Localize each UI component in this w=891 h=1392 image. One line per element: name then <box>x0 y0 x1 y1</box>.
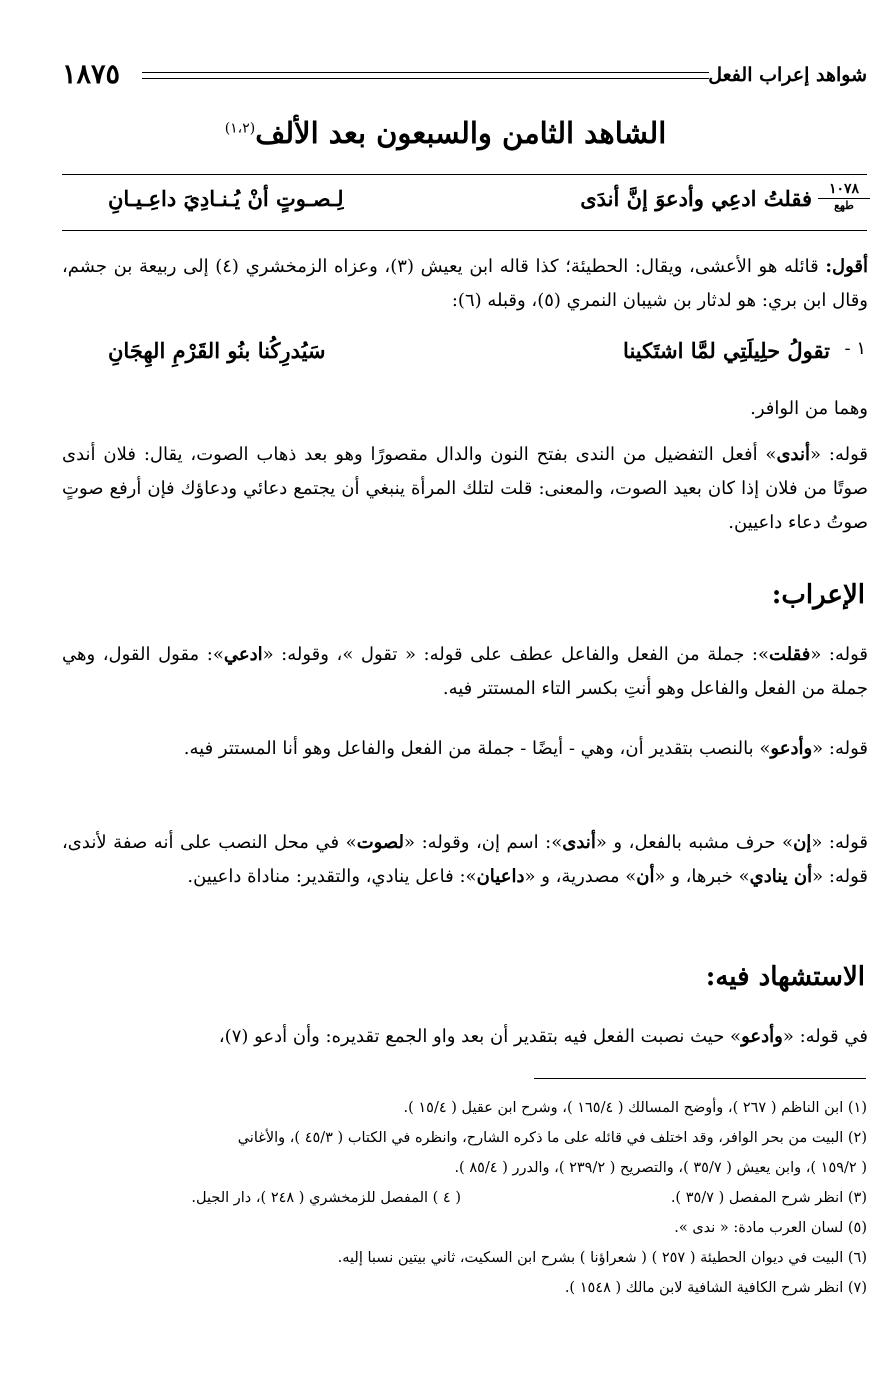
text-run: » بالنصب بتقدير أن، وهي - أيضًا - جملة من الفعل والفاعل وهو أنا المستتر فيه. <box>183 738 771 759</box>
footnote-4: ( ٤ ) المفصل للزمخشري ( ٢٤٨ )، دار الجيل. <box>191 1190 461 1206</box>
keyword: وأدعو <box>770 738 813 759</box>
text-run: » حرف مشبه بالفعل، و « <box>595 832 794 853</box>
verse-hemistich-2: لِـصـوتٍ أنْ يُـنـادِيَ داعِـيـانِ <box>108 186 344 211</box>
text-run: في قوله: « <box>782 1026 868 1047</box>
explanation-paragraph <box>62 438 868 540</box>
intro-lead: أقول: <box>825 256 868 277</box>
keyword: وأدعو <box>741 1026 783 1047</box>
text-run: قوله: « <box>810 444 868 465</box>
text-run: »: مقول القول، وهي جملة من الفعل والفاعل وهو أنتِ بكسر التاء المستتر فيه. <box>62 644 868 699</box>
verse-number <box>818 180 870 213</box>
text-run: » خبرها، و « <box>654 866 750 887</box>
preceding-verse-number: ١ - <box>844 338 866 359</box>
title-footnote-ref: (١،٢) <box>224 120 256 137</box>
main-verse <box>108 180 870 226</box>
meter-note: وهما من الوافر. <box>750 398 868 419</box>
footnote-rule <box>534 1078 866 1079</box>
text-run: » مصدرية، و « <box>524 866 637 887</box>
keyword: أندى <box>562 832 596 853</box>
text-run: قوله: « <box>810 644 868 665</box>
irab-paragraph-3 <box>62 826 868 894</box>
header-rule <box>142 72 709 79</box>
keyword: ادعي <box>223 644 263 665</box>
text-run: » في محل النصب على أنه صفة لأندى، قوله: « <box>62 832 868 887</box>
irab-heading: الإعراب: <box>771 580 865 610</box>
keyword: داعيان <box>476 866 525 887</box>
preceding-verse <box>108 334 866 374</box>
verse-number-value: ١٠٧٨ <box>828 181 860 197</box>
keyword: لصوت <box>356 832 405 853</box>
text-run: »: جملة من الفعل والفاعل عطف على قوله: « تقول »، وقوله: « <box>262 644 769 665</box>
witness-title <box>0 116 891 150</box>
keyword: أندى <box>776 444 811 465</box>
footnote-7: (٧) انظر شرح الكافية الشافية لابن مالك ( ١٥٤٨ ). <box>564 1280 867 1296</box>
footnote-2-cont: ( ١٥٩/٢ )، وابن يعيش ( ٣٥/٧ )، والتصريح ( ٢٣٩/٢ )، والدرر ( ٨٥/٤ ). <box>454 1160 867 1176</box>
irab-paragraph-1 <box>62 638 868 706</box>
running-title: شواهد إعراب الفعل <box>708 64 867 86</box>
keyword: فقلت <box>768 644 811 665</box>
verse-rule-top <box>62 174 867 175</box>
footnote-1: (١) ابن الناظم ( ٢٦٧ )، وأوضح المسالك ( ١٦٥/٤ )، وشرح ابن عقيل ( ١٥/٤ ). <box>403 1100 867 1116</box>
irab-paragraph-2 <box>62 732 868 766</box>
preceding-verse-hemistich-2: سَيُدرِكُنا بنُو القَرْمِ الهِجَانِ <box>108 338 326 363</box>
keyword: إن <box>793 832 812 853</box>
keyword: أن ينادي <box>749 866 813 887</box>
text-run: »: اسم إن، وقوله: « <box>404 832 563 853</box>
witness-title-text: الشاهد الثامن والسبعون بعد الألف <box>255 116 667 150</box>
intro-paragraph <box>62 250 868 318</box>
istishhad-heading: الاستشهاد فيه: <box>705 962 865 992</box>
verse-hemistich-1: فقلتُ ادعِي وأدعوَ إنَّ أندَى <box>580 186 812 211</box>
verse-rule-bottom <box>62 230 867 231</box>
running-head <box>62 58 867 92</box>
intro-text: قائله هو الأعشى، ويقال: الحطيئة؛ كذا قاله ابن يعيش (٣)، وعزاه الزمخشري (٤) إلى ربيعة بن جشم، وقال ابن بري: هو لدثار بن شيبان النمري (٥)، وقبله (٦): <box>62 256 868 311</box>
text-run: قوله: « <box>811 832 868 853</box>
text-run: » أفعل التفضيل من الندى بفتح النون والدال مقصورًا وهو بعد ذهاب الصوت، يقال: فلان أندى صوتًا من فلان إذا كان بعيد الصوت، والمعنى: قلت لتلك المرأة ينبغي أن يجتمع دعائي ودعاؤك فإن أرفع صوتٍ صوتُ دعاء داعيين. <box>62 444 868 533</box>
text-run: »: فاعل ينادي، والتقدير: مناداة داعيين. <box>187 866 477 887</box>
preceding-verse-hemistich-1: تقولُ حلِيلَتِي لمَّا اشتَكينا <box>623 338 830 363</box>
istishhad-paragraph <box>62 1020 868 1054</box>
page-number: ١٨٧٥ <box>62 59 121 90</box>
footnote-3: (٣) انظر شرح المفصل ( ٣٥/٧ ). <box>670 1190 867 1206</box>
verse-source: طهع <box>818 198 870 213</box>
footnote-2: (٢) البيت من بحر الوافر، وقد اختلف في قائله على ما ذكره الشارح، وانظره في الكتاب ( ٤٥/٣ )، والأغاني <box>237 1130 867 1146</box>
text-run: قوله: « <box>812 738 868 759</box>
footnote-5: (٥) لسان العرب مادة: « ندى ». <box>674 1220 867 1236</box>
footnote-6: (٦) البيت في ديوان الحطيئة ( ٢٥٧ ) ( شعراؤنا ) بشرح ابن السكيت، ثاني بيتين نسبا إليه. <box>337 1250 867 1266</box>
text-run: » حيث نصبت الفعل فيه بتقدير أن بعد واو الجمع تقديره: وأن أدعو (٧)، <box>218 1026 742 1047</box>
keyword: أن <box>636 866 655 887</box>
